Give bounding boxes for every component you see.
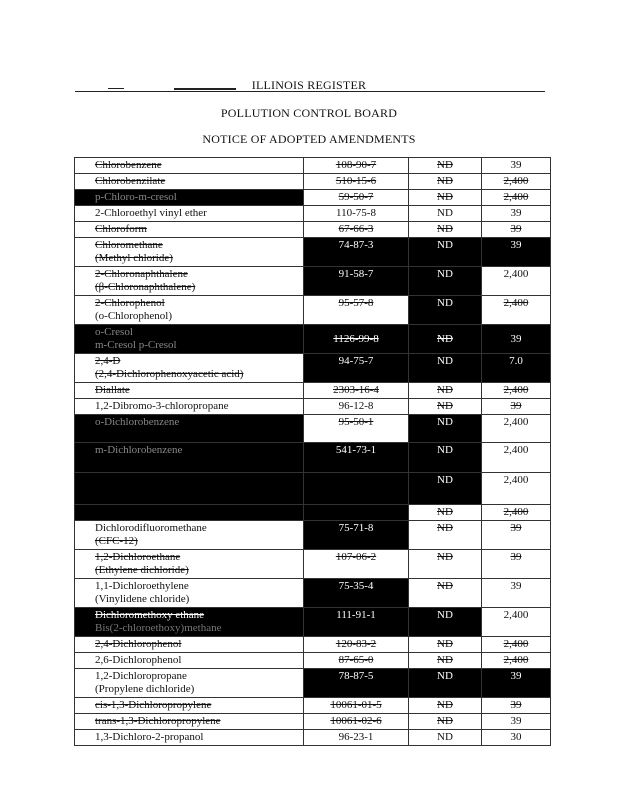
- name-line-2: (Vinylidene chloride): [95, 593, 190, 605]
- ww-value: ND: [409, 443, 482, 473]
- board-title: POLLUTION CONTROL BOARD: [220, 106, 398, 120]
- table-row: [75, 550, 551, 579]
- ww-value: ND: [409, 608, 482, 637]
- constituent-name: 2-Chloroethyl vinyl ether: [75, 206, 304, 222]
- constituent-name: [75, 238, 304, 267]
- name-line-1: 1,2-Dichloroethane: [95, 551, 181, 563]
- ww-value: ND: [409, 383, 482, 399]
- name-line-2: Bis(2-chloroethoxy)methane: [95, 622, 222, 634]
- table-row: [75, 354, 551, 383]
- table-row: [75, 296, 551, 325]
- constituent-name: [75, 579, 304, 608]
- nww-value: 2,400: [482, 190, 551, 206]
- constituent-name: [75, 550, 304, 579]
- constituent-name: Diallate: [75, 383, 304, 399]
- ww-value: ND: [409, 473, 482, 505]
- table-row: [75, 473, 551, 505]
- constituent-name: 2,6-Dichlorophenol: [75, 653, 304, 669]
- ww-value: ND: [409, 698, 482, 714]
- ww-value: ND: [409, 579, 482, 608]
- ww-value: ND: [409, 190, 482, 206]
- name-line-1: 2,4-D: [95, 355, 121, 367]
- name-line-2: (Methyl chloride): [95, 252, 173, 264]
- nww-value: 7.0: [482, 354, 551, 383]
- ww-value: ND: [409, 354, 482, 383]
- table-row: [75, 579, 551, 608]
- name-line-2: m-Cresol p-Cresol: [95, 339, 177, 351]
- nww-value: 39: [482, 550, 551, 579]
- cas-number: 541-73-1: [304, 443, 409, 473]
- table-row: [75, 158, 551, 174]
- constituent-name: [75, 608, 304, 637]
- ww-value: ND: [409, 653, 482, 669]
- constituent-name: [75, 267, 304, 296]
- ww-value: ND: [409, 267, 482, 296]
- name-line-1: Chloromethane: [95, 239, 163, 251]
- constituent-name: p-Dichlorobenzene: [75, 473, 304, 505]
- nww-value: 39: [482, 669, 551, 698]
- table-row: [75, 521, 551, 550]
- nww-value: 2,400: [482, 637, 551, 653]
- nww-value: 39: [482, 325, 551, 354]
- table-row: [75, 190, 551, 206]
- name-line-2: (β-Chloronaphthalene): [95, 281, 196, 293]
- nww-value: 2,400: [482, 443, 551, 473]
- ww-value: ND: [409, 505, 482, 521]
- constituent-name: [75, 521, 304, 550]
- cas-number: 10061-01-5: [304, 698, 409, 714]
- cas-number: 120-83-2: [304, 637, 409, 653]
- cas-number: 10061-02-6: [304, 714, 409, 730]
- name-line-1: 2-Chloronaphthalene: [95, 268, 188, 280]
- name-line-1: 2-Chlorophenol: [95, 297, 165, 309]
- cas-number: 95-57-8: [304, 296, 409, 325]
- cas-number: 96-23-1: [304, 730, 409, 746]
- name-line-2: (Propylene dichloride): [95, 683, 195, 695]
- table-row: [75, 238, 551, 267]
- name-line-1: o-Cresol: [95, 326, 133, 338]
- name-line-1: Dichlorodifluoromethane: [95, 522, 207, 534]
- ww-value: ND: [409, 222, 482, 238]
- table-row: [75, 383, 551, 399]
- nww-value: 2,400: [482, 383, 551, 399]
- constituent-name: Chloroform: [75, 222, 304, 238]
- ww-value: ND: [409, 550, 482, 579]
- cas-number: 78-87-5: [304, 669, 409, 698]
- nww-value: 2,400: [482, 608, 551, 637]
- table-row: [75, 730, 551, 746]
- ww-value: ND: [409, 669, 482, 698]
- name-line-2: (2,4-Dichlorophenoxyacetic acid): [95, 368, 244, 380]
- ww-value: ND: [409, 174, 482, 190]
- table-row: [75, 325, 551, 354]
- ww-value: ND: [409, 521, 482, 550]
- nww-value: 39: [482, 206, 551, 222]
- constituent-name: [75, 669, 304, 698]
- cas-number: [304, 473, 409, 505]
- constituent-name: m-Dichlorobenzene: [75, 443, 304, 473]
- nww-value: 39: [482, 238, 551, 267]
- constituent-name: 2,4-Dichlorophenol: [75, 637, 304, 653]
- table-row: [75, 653, 551, 669]
- table-row: [75, 698, 551, 714]
- cas-number: 108-90-7: [304, 158, 409, 174]
- constituent-name: [75, 325, 304, 354]
- cas-number: [304, 505, 409, 521]
- cas-number: 110-75-8: [304, 206, 409, 222]
- nww-value: 2,400: [482, 653, 551, 669]
- nww-value: 39: [482, 521, 551, 550]
- nww-value: 2,400: [482, 415, 551, 443]
- constituent-name: o-Dichlorobenzene: [75, 415, 304, 443]
- constituent-name: cis-1,3-Dichloropropylene: [75, 698, 304, 714]
- ww-value: ND: [409, 730, 482, 746]
- ww-value: ND: [409, 206, 482, 222]
- cas-number: 75-35-4: [304, 579, 409, 608]
- nww-value: 39: [482, 399, 551, 415]
- constituent-name: [75, 296, 304, 325]
- constituent-name: p-Chloro-m-cresol: [75, 190, 304, 206]
- cas-number: 67-66-3: [304, 222, 409, 238]
- nww-value: 2,400: [482, 505, 551, 521]
- constituent-name: trans-1,3-Dichloropropylene: [75, 714, 304, 730]
- name-line-2: (CFC-12): [95, 535, 138, 547]
- cas-number: 96-12-8: [304, 399, 409, 415]
- ww-value: ND: [409, 238, 482, 267]
- constituent-name: [75, 354, 304, 383]
- table-row: [75, 505, 551, 521]
- cas-number: 510-15-6: [304, 174, 409, 190]
- ww-value: ND: [409, 325, 482, 354]
- table-row: [75, 608, 551, 637]
- ww-value: ND: [409, 637, 482, 653]
- header-rule: [75, 91, 545, 92]
- table-row: [75, 206, 551, 222]
- notice-title: NOTICE OF ADOPTED AMENDMENTS: [202, 132, 416, 146]
- nww-value: 39: [482, 222, 551, 238]
- constituent-name: [75, 505, 304, 521]
- nww-value: 2,400: [482, 473, 551, 505]
- cas-number: 94-75-7: [304, 354, 409, 383]
- cas-number: 74-87-3: [304, 238, 409, 267]
- cas-number: 111-91-1: [304, 608, 409, 637]
- table-row: [75, 714, 551, 730]
- nww-value: 2,400: [482, 267, 551, 296]
- nww-value: 39: [482, 714, 551, 730]
- table-row: [75, 267, 551, 296]
- constituent-name: 1,3-Dichloro-2-propanol: [75, 730, 304, 746]
- cas-number: 91-58-7: [304, 267, 409, 296]
- table-row: [75, 669, 551, 698]
- name-line-1: Dichloromethoxy ethane: [95, 609, 205, 621]
- table-row: [75, 399, 551, 415]
- ww-value: ND: [409, 714, 482, 730]
- nww-value: 39: [482, 579, 551, 608]
- name-line-2: (Ethylene dichloride): [95, 564, 189, 576]
- name-line-1: 1,1-Dichloroethylene: [95, 580, 189, 592]
- table-row: [75, 443, 551, 473]
- ww-value: ND: [409, 158, 482, 174]
- constituent-name: Chlorobenzilate: [75, 174, 304, 190]
- table-row: [75, 415, 551, 443]
- cas-number: 2303-16-4: [304, 383, 409, 399]
- ww-value: ND: [409, 296, 482, 325]
- table-row: [75, 637, 551, 653]
- constituent-name: Chlorobenzene: [75, 158, 304, 174]
- register-title: ILLINOIS REGISTER: [251, 78, 367, 92]
- cas-number: 107-06-2: [304, 550, 409, 579]
- cas-number: 59-50-7: [304, 190, 409, 206]
- cas-number: 87-65-0: [304, 653, 409, 669]
- cas-number: 1126-99-8: [304, 325, 409, 354]
- table-row: [75, 174, 551, 190]
- ww-value: ND: [409, 415, 482, 443]
- cas-number: 95-50-1: [304, 415, 409, 443]
- ww-value: ND: [409, 399, 482, 415]
- name-line-2: (o-Chlorophenol): [95, 310, 172, 322]
- nww-value: 30: [482, 730, 551, 746]
- cas-number: 75-71-8: [304, 521, 409, 550]
- nww-value: 39: [482, 698, 551, 714]
- nww-value: 39: [482, 158, 551, 174]
- nww-value: 2,400: [482, 296, 551, 325]
- constituent-name: 1,2-Dibromo-3-chloropropane: [75, 399, 304, 415]
- nww-value: 2,400: [482, 174, 551, 190]
- table-row: [75, 222, 551, 238]
- name-line-1: 1,2-Dichloropropane: [95, 670, 187, 682]
- constituent-table: [74, 157, 551, 746]
